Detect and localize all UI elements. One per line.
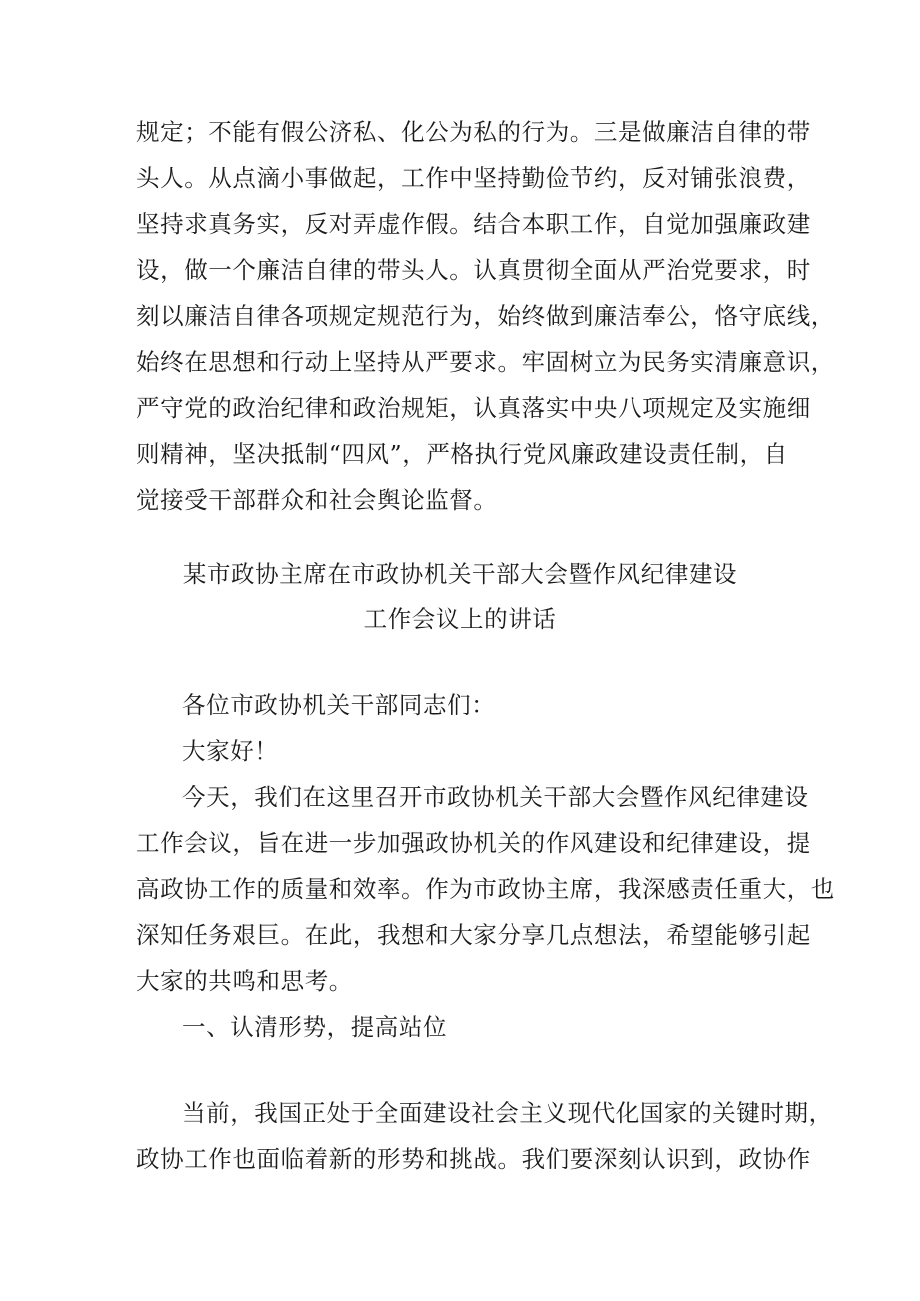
paragraph-line: 头人。从点滴小事做起，工作中坚持勤俭节约，反对铺张浪费，: [136, 164, 811, 192]
paragraph-line: 政协工作也面临着新的形势和挑战。我们要深刻认识到，政协作: [136, 1145, 811, 1173]
paragraph-line: 觉接受干部群众和社会舆论监督。: [136, 486, 498, 514]
salutation: 各位市政协机关干部同志们：: [182, 691, 496, 719]
paragraph-line: 工作会议，旨在进一步加强政协机关的作风建设和纪律建设，提: [136, 829, 811, 857]
paragraph-line: 设，做一个廉洁自律的带头人。认真贯彻全面从严治党要求，时: [136, 256, 811, 284]
paragraph-line: 规定；不能有假公济私、化公为私的行为。三是做廉洁自律的带: [136, 118, 811, 146]
paragraph-line: 则精神，坚决抵制“四风”，严格执行党风廉政建设责任制，自: [136, 440, 788, 468]
paragraph-line: 始终在思想和行动上坚持从严要求。牢固树立为民务实清廉意识，: [136, 348, 835, 376]
speech-title-line-1: 某市政协主席在市政协机关干部大会暨作风纪律建设: [182, 560, 738, 588]
paragraph-line: 高政协工作的质量和效率。作为市政协主席，我深感责任重大，也: [136, 875, 835, 903]
section-heading: 一、认清形势，提高站位: [182, 1013, 448, 1041]
paragraph-line: 刻以廉洁自律各项规定规范行为，始终做到廉洁奉公，恪守底线，: [136, 302, 835, 330]
speech-title-line-2: 工作会议上的讲话: [363, 605, 557, 633]
paragraph-line: 坚持求真务实，反对弄虚作假。结合本职工作，自觉加强廉政建: [136, 210, 811, 238]
paragraph-line: 大家的共鸣和思考。: [136, 967, 353, 995]
paragraph-line: 当前，我国正处于全面建设社会主义现代化国家的关键时期，: [182, 1099, 833, 1127]
paragraph-line: 今天，我们在这里召开市政协机关干部大会暨作风纪律建设: [182, 783, 809, 811]
greeting: 大家好！: [182, 737, 279, 765]
paragraph-line: 严守党的政治纪律和政治规矩，认真落实中央八项规定及实施细: [136, 394, 811, 422]
paragraph-line: 深知任务艰巨。在此，我想和大家分享几点想法，希望能够引起: [136, 921, 811, 949]
